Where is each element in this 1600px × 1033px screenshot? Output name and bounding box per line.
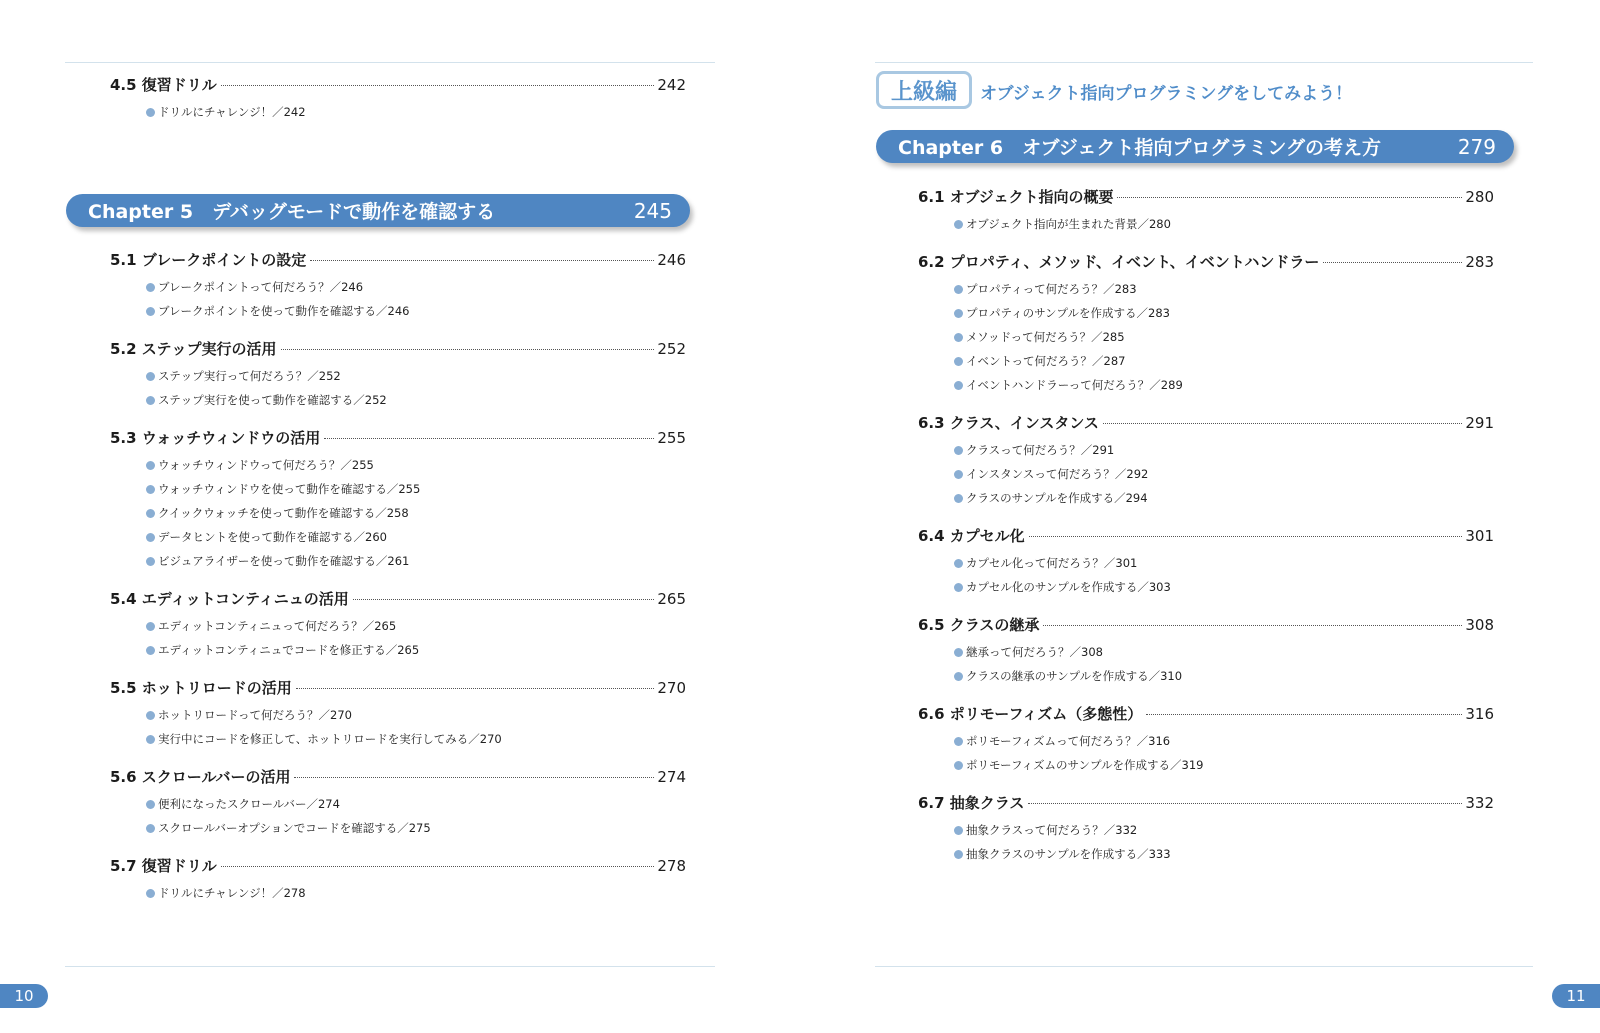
section-row[interactable] <box>110 338 686 362</box>
section-page: 280 <box>1465 188 1494 206</box>
toc-section <box>110 677 686 751</box>
bullet-icon <box>146 711 155 720</box>
toc-top-section <box>110 74 686 139</box>
sub-item[interactable] <box>146 549 686 573</box>
sub-list <box>146 881 686 905</box>
chapter-6-bar[interactable] <box>876 130 1514 163</box>
sub-item-text: クイックウォッチを使って動作を確認する／258 <box>158 506 409 520</box>
leader-dots <box>221 866 655 867</box>
section-row[interactable] <box>918 792 1494 816</box>
section-row[interactable] <box>918 186 1494 210</box>
sub-item[interactable] <box>146 275 686 299</box>
section-row[interactable] <box>918 614 1494 638</box>
sub-item[interactable] <box>146 477 686 501</box>
section-title: 5.4 エディットコンティニュの活用 <box>110 590 349 608</box>
section-title: 5.3 ウォッチウィンドウの活用 <box>110 429 321 447</box>
section-title: 6.3 クラス、インスタンス <box>918 414 1099 432</box>
toc-section <box>918 703 1494 777</box>
leader-dots <box>1028 803 1462 804</box>
bullet-icon <box>954 648 963 657</box>
sub-item-text: 抽象クラスのサンプルを作成する／333 <box>966 847 1171 861</box>
leader-dots <box>324 438 654 439</box>
bullet-icon <box>146 800 155 809</box>
top-rule <box>875 62 1533 63</box>
leader-dots <box>353 599 655 600</box>
section-page: 291 <box>1465 414 1494 432</box>
sub-item-text: 抽象クラスって何だろう？／332 <box>966 823 1138 837</box>
bullet-icon <box>954 761 963 770</box>
sub-item-text: ウォッチウィンドウを使って動作を確認する／255 <box>158 482 421 496</box>
sub-list <box>146 614 686 662</box>
bullet-icon <box>954 446 963 455</box>
sub-item[interactable] <box>954 373 1494 397</box>
toc-section <box>918 614 1494 688</box>
sub-item-text: クラスの継承のサンプルを作成する／310 <box>966 669 1183 683</box>
sub-list <box>146 364 686 412</box>
leader-dots <box>1117 197 1462 198</box>
sub-item-text: 実行中にコードを修正して、ホットリロードを実行してみる／270 <box>158 732 502 746</box>
sub-item-text: メソッドって何だろう？／285 <box>966 330 1125 344</box>
section-title: 6.2 プロパティ、メソッド、イベント、イベントハンドラー <box>918 253 1320 271</box>
toc-section-list <box>918 186 1494 881</box>
toc-section <box>110 249 686 323</box>
bullet-icon <box>146 509 155 518</box>
section-title: 6.5 クラスの継承 <box>918 616 1040 634</box>
section-page: 255 <box>657 429 686 447</box>
sub-item-text: データヒントを使って動作を確認する／260 <box>158 530 387 544</box>
bullet-icon <box>954 826 963 835</box>
section-page: 265 <box>657 590 686 608</box>
sub-item-text: プロパティって何だろう？／283 <box>966 282 1137 296</box>
section-row[interactable] <box>918 525 1494 549</box>
leader-dots <box>221 85 655 86</box>
bullet-icon <box>146 533 155 542</box>
sub-item[interactable] <box>146 638 686 662</box>
sub-item[interactable] <box>146 727 686 751</box>
sub-item[interactable] <box>954 277 1494 301</box>
bullet-icon <box>146 307 155 316</box>
section-title: 6.6 ポリモーフィズム（多態性） <box>918 705 1143 723</box>
sub-item-text: ポリモーフィズムのサンプルを作成する／319 <box>966 758 1204 772</box>
toc-section <box>110 855 686 905</box>
bullet-icon <box>146 372 155 381</box>
sub-item[interactable] <box>146 388 686 412</box>
bullet-icon <box>954 357 963 366</box>
page-number <box>1552 984 1600 1008</box>
toc-section <box>918 525 1494 599</box>
sub-list <box>954 438 1494 510</box>
leader-dots <box>1043 625 1462 626</box>
sub-item-text: ブレークポイントを使って動作を確認する／246 <box>158 304 410 318</box>
sub-item-text: 便利になったスクロールバー／274 <box>158 797 340 811</box>
section-row[interactable] <box>918 412 1494 436</box>
section-row[interactable] <box>918 251 1494 275</box>
toc-section <box>918 792 1494 866</box>
sub-list <box>954 551 1494 599</box>
sub-item[interactable] <box>954 753 1494 777</box>
sub-list <box>146 453 686 573</box>
sub-item-text: エディットコンティニュって何だろう？／265 <box>158 619 397 633</box>
section-row[interactable] <box>110 74 686 98</box>
bullet-icon <box>146 461 155 470</box>
section-row[interactable] <box>110 855 686 879</box>
sub-item[interactable] <box>954 301 1494 325</box>
section-row[interactable] <box>110 766 686 790</box>
section-page: 274 <box>657 768 686 786</box>
section-title: 5.5 ホットリロードの活用 <box>110 679 292 697</box>
sub-item-text: ドリルにチャレンジ！／278 <box>158 886 306 900</box>
sub-item[interactable] <box>146 816 686 840</box>
bullet-icon <box>954 494 963 503</box>
section-page: 301 <box>1465 527 1494 545</box>
section-page: 246 <box>657 251 686 269</box>
sub-item[interactable] <box>146 614 686 638</box>
section-title: 5.6 スクロールバーの活用 <box>110 768 291 786</box>
toc-section <box>110 338 686 412</box>
sub-item-text: カプセル化って何だろう？／301 <box>966 556 1138 570</box>
bullet-icon <box>146 557 155 566</box>
section-page: 332 <box>1465 794 1494 812</box>
level-subtitle <box>980 79 1352 104</box>
sub-item[interactable] <box>146 792 686 816</box>
sub-item[interactable] <box>954 551 1494 575</box>
leader-dots <box>1146 714 1462 715</box>
sub-item-text: プロパティのサンプルを作成する／283 <box>966 306 1170 320</box>
sub-item-text: ステップ実行を使って動作を確認する／252 <box>158 393 387 407</box>
sub-item[interactable] <box>146 453 686 477</box>
section-title: 5.1 ブレークポイントの設定 <box>110 251 307 269</box>
sub-item-text: スクロールバーオプションでコードを確認する／275 <box>158 821 431 835</box>
sub-item-text: カプセル化のサンプルを作成する／303 <box>966 580 1171 594</box>
bullet-icon <box>954 285 963 294</box>
bullet-icon <box>954 559 963 568</box>
sub-item-text: ポリモーフィズムって何だろう？／316 <box>966 734 1171 748</box>
toc-section <box>918 186 1494 236</box>
section-title: 6.1 オブジェクト指向の概要 <box>918 188 1114 206</box>
leader-dots <box>1323 262 1462 263</box>
sub-item[interactable] <box>146 100 686 124</box>
sub-list <box>954 640 1494 688</box>
sub-item[interactable] <box>146 703 686 727</box>
chapter-title: Chapter 5 デバッグモードで動作を確認する <box>88 201 496 223</box>
sub-list <box>954 818 1494 866</box>
sub-item-text: イベントって何だろう？／287 <box>966 354 1126 368</box>
page-number-text: 11 <box>1566 987 1586 1005</box>
bullet-icon <box>146 646 155 655</box>
leader-dots <box>1029 536 1463 537</box>
sub-item[interactable] <box>954 729 1494 753</box>
section-page: 316 <box>1465 705 1494 723</box>
bullet-icon <box>146 824 155 833</box>
sub-list <box>146 792 686 840</box>
section-title: 6.4 カプセル化 <box>918 527 1025 545</box>
bullet-icon <box>146 396 155 405</box>
top-rule <box>65 62 715 63</box>
bullet-icon <box>146 622 155 631</box>
leader-dots <box>294 777 654 778</box>
bullet-icon <box>954 309 963 318</box>
sub-list <box>954 729 1494 777</box>
section-page: 308 <box>1465 616 1494 634</box>
sub-item[interactable] <box>146 525 686 549</box>
section-page: 252 <box>657 340 686 358</box>
level-subtitle-text: オブジェクト指向プログラミングをしてみよう！ <box>980 84 1353 104</box>
section-row[interactable] <box>110 677 686 701</box>
sub-item[interactable] <box>954 575 1494 599</box>
sub-item[interactable] <box>954 640 1494 664</box>
sub-item-text: クラスって何だろう？／291 <box>966 443 1115 457</box>
sub-item[interactable] <box>954 486 1494 510</box>
sub-item-text: ブレークポイントって何だろう？／246 <box>158 280 364 294</box>
bullet-icon <box>954 381 963 390</box>
chapter-title: Chapter 6 オブジェクト指向プログラミングの考え方 <box>898 137 1381 159</box>
sub-list <box>954 212 1494 236</box>
chapter-page: 279 <box>1457 134 1496 159</box>
section-title: 6.7 抽象クラス <box>918 794 1025 812</box>
section-page: 270 <box>657 679 686 697</box>
section-row[interactable] <box>110 249 686 273</box>
right-page <box>800 0 1600 1033</box>
bottom-rule <box>65 966 715 967</box>
toc-section <box>918 251 1494 397</box>
sub-list <box>954 277 1494 397</box>
sub-list <box>146 703 686 751</box>
bullet-icon <box>954 672 963 681</box>
toc-section <box>918 412 1494 510</box>
sub-item[interactable] <box>954 462 1494 486</box>
bullet-icon <box>954 850 963 859</box>
sub-item[interactable] <box>954 325 1494 349</box>
bullet-icon <box>954 220 963 229</box>
toc-section <box>110 766 686 840</box>
sub-item-text: オブジェクト指向が生まれた背景／280 <box>966 217 1171 231</box>
sub-item-text: ホットリロードって何だろう？／270 <box>158 708 352 722</box>
level-label: 上級編 <box>890 79 957 105</box>
chapter-page: 245 <box>633 198 672 223</box>
bullet-icon <box>146 108 155 117</box>
sub-item[interactable] <box>146 299 686 323</box>
section-row[interactable] <box>918 703 1494 727</box>
leader-dots <box>310 260 654 261</box>
sub-item-text: クラスのサンプルを作成する／294 <box>966 491 1148 505</box>
toc-section <box>110 588 686 662</box>
section-page: 283 <box>1465 253 1494 271</box>
sub-item-text: インスタンスって何だろう？／292 <box>966 467 1149 481</box>
sub-item[interactable] <box>954 818 1494 842</box>
sub-item-text: ウォッチウィンドウって何だろう？／255 <box>158 458 374 472</box>
bullet-icon <box>146 283 155 292</box>
chapter-5-bar[interactable] <box>66 194 690 227</box>
sub-item[interactable] <box>146 881 686 905</box>
page-number <box>0 984 48 1008</box>
bullet-icon <box>954 470 963 479</box>
sub-item[interactable] <box>954 349 1494 373</box>
bullet-icon <box>146 889 155 898</box>
page-number-text: 10 <box>14 987 34 1005</box>
sub-item-text: イベントハンドラーって何だろう？／289 <box>966 378 1183 392</box>
toc-section <box>110 427 686 573</box>
bullet-icon <box>954 333 963 342</box>
sub-item-text: ドリルにチャレンジ！／242 <box>158 105 306 119</box>
sub-item[interactable] <box>954 212 1494 236</box>
section-title: 4.5 復習ドリル <box>110 76 217 94</box>
section-title: 5.7 復習ドリル <box>110 857 217 875</box>
level-badge <box>876 71 972 109</box>
bullet-icon <box>146 735 155 744</box>
bullet-icon <box>954 737 963 746</box>
sub-item-text: ステップ実行って何だろう？／252 <box>158 369 341 383</box>
sub-item[interactable] <box>146 364 686 388</box>
sub-item-text: ビジュアライザーを使って動作を確認する／261 <box>158 554 410 568</box>
sub-list <box>146 275 686 323</box>
leader-dots <box>1103 423 1462 424</box>
section-page: 242 <box>657 76 686 94</box>
section-title: 5.2 ステップ実行の活用 <box>110 340 277 358</box>
sub-list <box>146 100 686 124</box>
section-row[interactable] <box>110 588 686 612</box>
sub-item-text: 継承って何だろう？／308 <box>966 645 1103 659</box>
sub-item[interactable] <box>954 842 1494 866</box>
leader-dots <box>296 688 655 689</box>
sub-item-text: エディットコンティニュでコードを修正する／265 <box>158 643 420 657</box>
bullet-icon <box>146 485 155 494</box>
bullet-icon <box>954 583 963 592</box>
sub-item[interactable] <box>954 664 1494 688</box>
sub-item[interactable] <box>146 501 686 525</box>
bottom-rule <box>875 966 1533 967</box>
section-row[interactable] <box>110 427 686 451</box>
leader-dots <box>281 349 655 350</box>
sub-item[interactable] <box>954 438 1494 462</box>
toc-section <box>110 74 686 124</box>
toc-section-list <box>110 249 686 920</box>
section-page: 278 <box>657 857 686 875</box>
